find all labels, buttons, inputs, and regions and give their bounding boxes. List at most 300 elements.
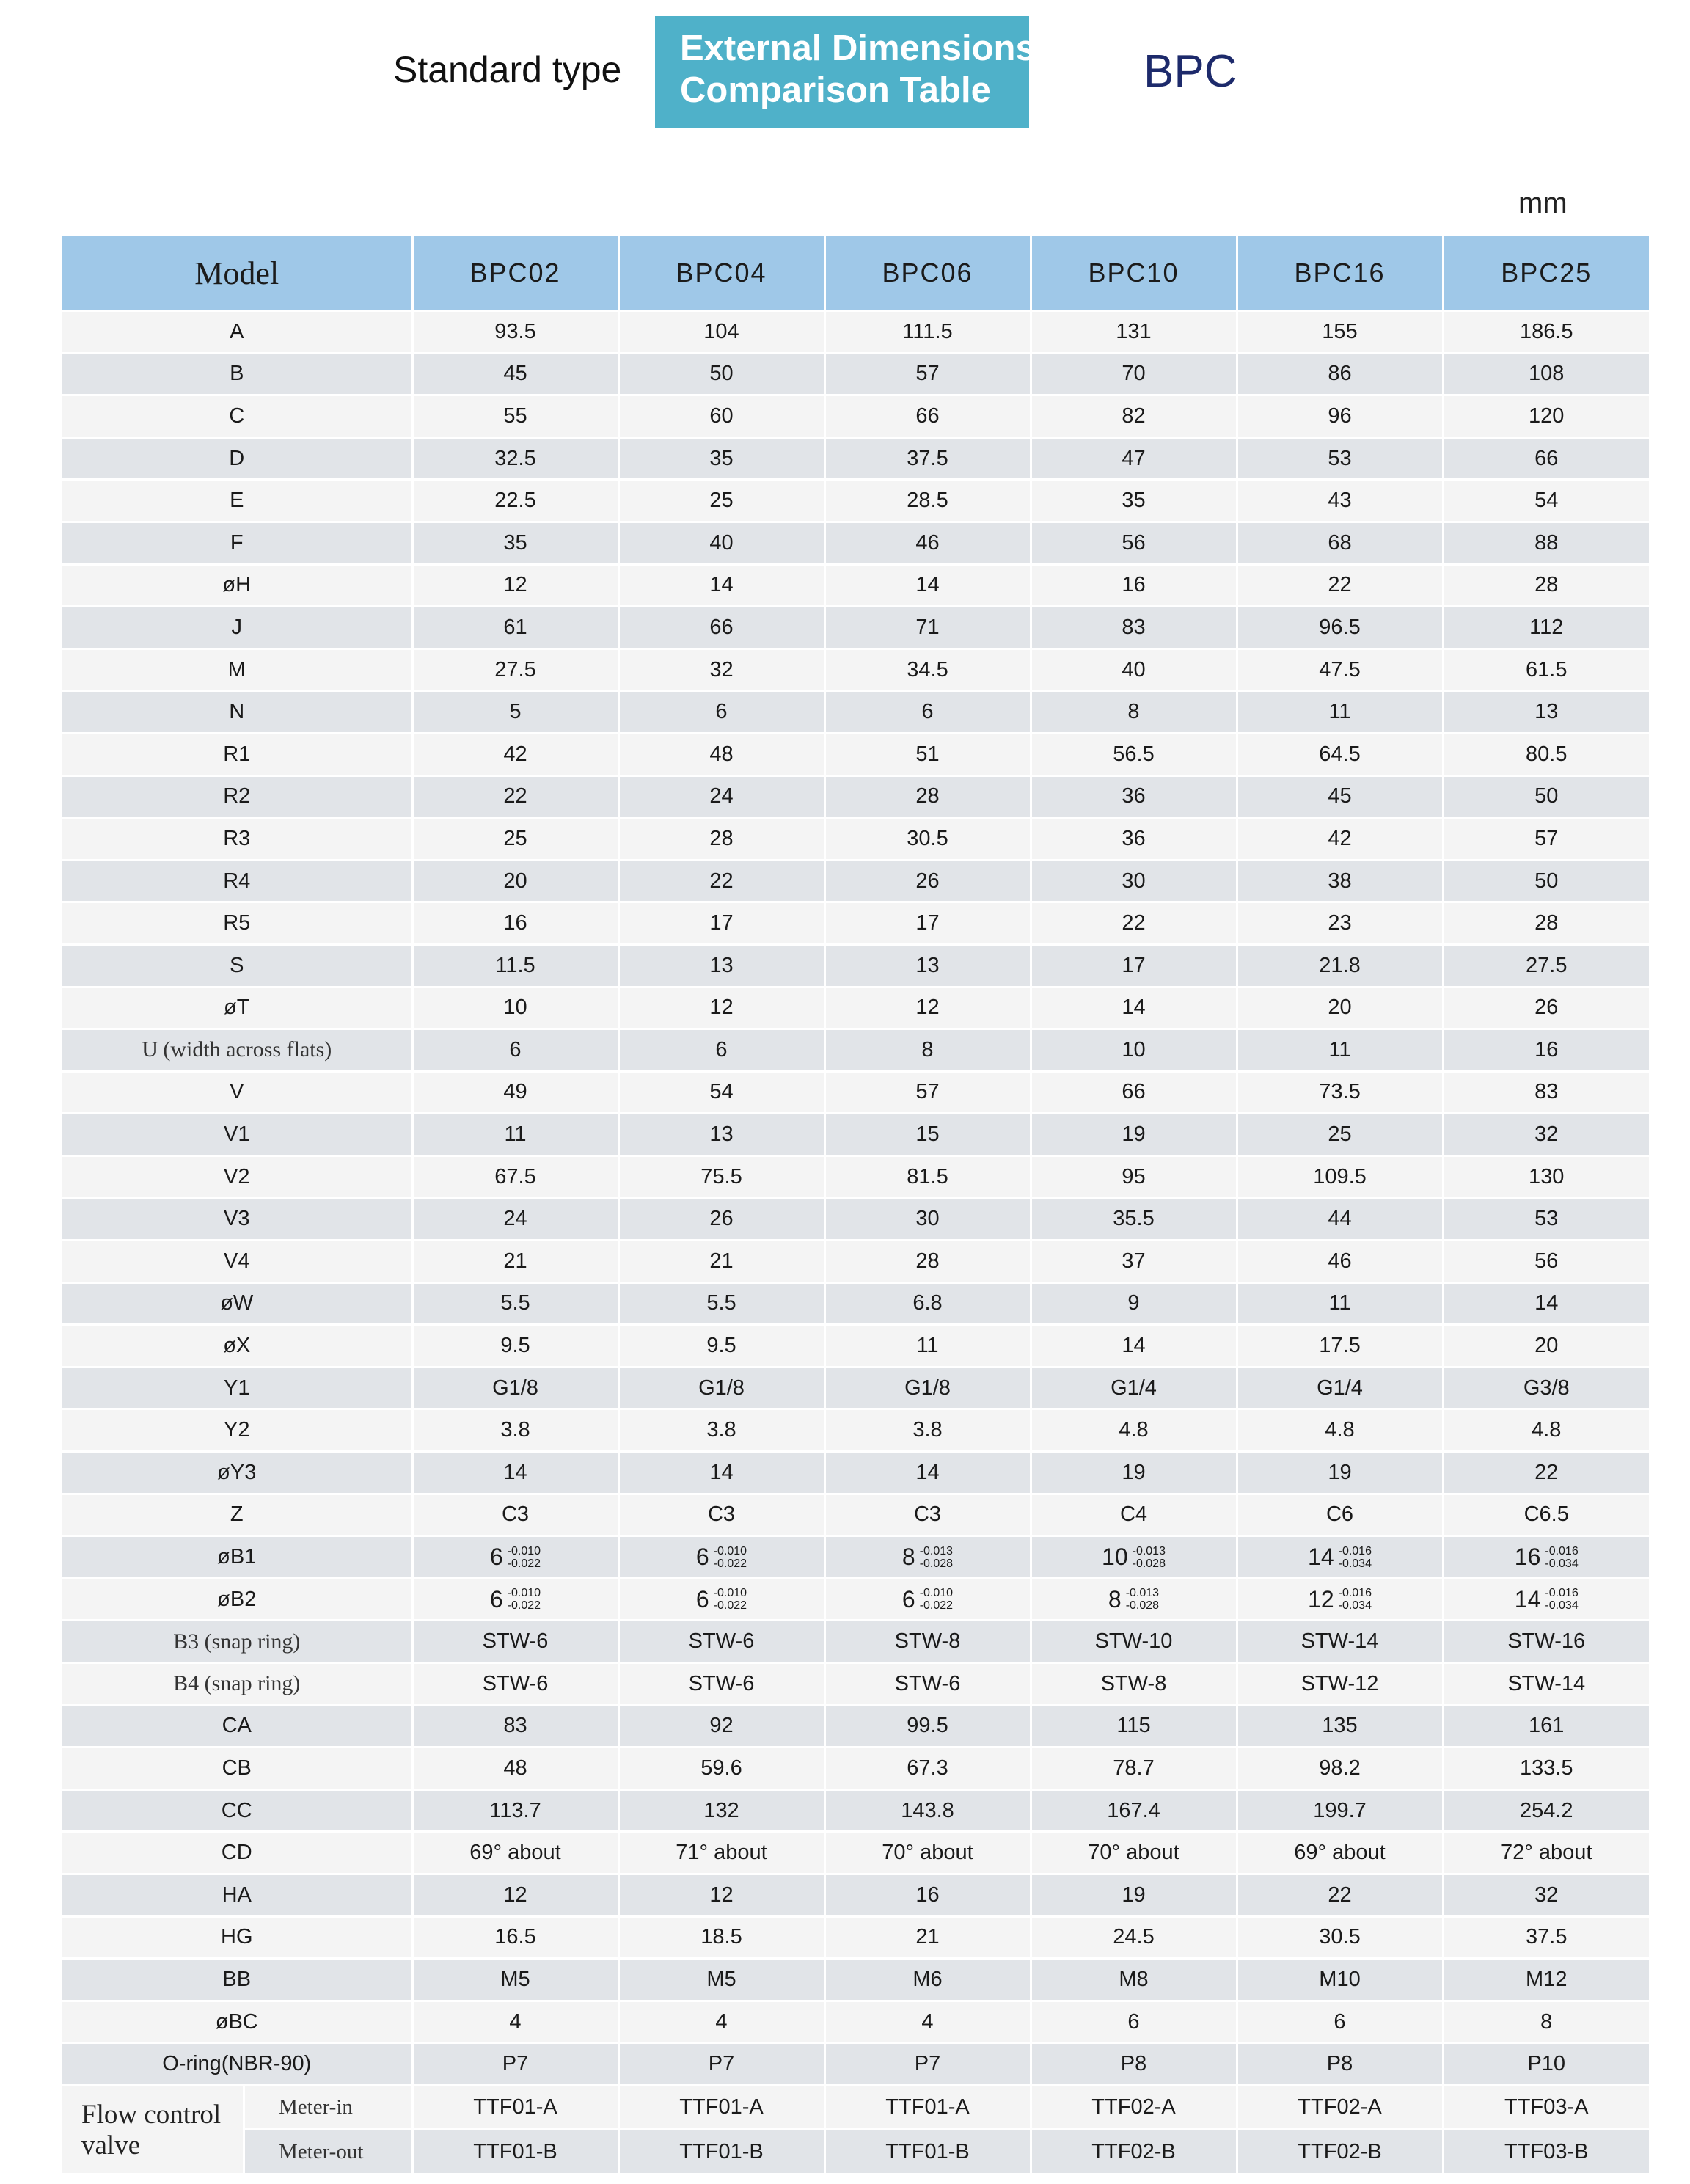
table-cell: M8 [1031,1959,1237,2001]
table-cell: 20 [1443,1325,1649,1367]
row-label: R1 [62,733,412,775]
table-cell: 20 [1237,987,1443,1029]
table-cell: 14 [1443,1282,1649,1325]
table-cell: G3/8 [1443,1367,1649,1409]
row-label: BB [62,1959,412,2001]
table-cell: 111.5 [824,311,1031,354]
table-cell: 115 [1031,1705,1237,1747]
table-cell: 22 [412,775,618,818]
table-cell: 14 [824,1452,1031,1494]
table-row [62,1071,1649,1114]
table-cell: STW-8 [1031,1663,1237,1706]
tolerance-cell [824,1578,1031,1621]
row-label: U (width across flats) [62,1029,412,1072]
upper-tolerance: -0.016 [1338,1544,1372,1557]
lower-tolerance: -0.034 [1545,1557,1579,1570]
upper-tolerance: -0.016 [1545,1544,1579,1557]
table-cell: 26 [618,1198,824,1241]
table-cell: 112 [1443,607,1649,649]
table-cell: 23 [1237,902,1443,945]
row-label: V1 [62,1114,412,1156]
row-label: CD [62,1832,412,1874]
lower-tolerance: -0.022 [507,1557,541,1570]
lower-tolerance: -0.028 [1125,1599,1160,1613]
table-row [62,564,1649,607]
lower-tolerance: -0.028 [919,1557,954,1570]
upper-tolerance: -0.010 [713,1544,747,1557]
table-cell: 35 [618,437,824,480]
upper-tolerance: -0.010 [507,1544,541,1557]
row-label: E [62,480,412,522]
table-cell: 4.8 [1443,1409,1649,1452]
table-cell: 131 [1031,311,1237,354]
table-cell: 66 [1031,1071,1237,1114]
table-cell: 20 [412,860,618,902]
table-cell: 21 [824,1916,1031,1959]
tolerance-cell [618,1536,824,1579]
table-cell: 5.5 [412,1282,618,1325]
row-label: D [62,437,412,480]
row-label: R4 [62,860,412,902]
table-cell: STW-6 [412,1663,618,1706]
table-cell: 93.5 [412,311,618,354]
table-cell: G1/4 [1031,1367,1237,1409]
nominal-value: 12 [1308,1585,1334,1613]
table-cell: 44 [1237,1198,1443,1241]
table-row [62,395,1649,438]
table-cell: 56.5 [1031,733,1237,775]
table-cell: 132 [618,1789,824,1832]
table-cell: 143.8 [824,1789,1031,1832]
table-cell: TTF02-A [1237,2085,1443,2130]
table-cell: 73.5 [1237,1071,1443,1114]
table-row [62,1114,1649,1156]
row-label: Y1 [62,1367,412,1409]
table-row [62,1409,1649,1452]
nominal-value: 14 [1514,1585,1541,1613]
table-header-row [62,236,1649,311]
table-cell: P7 [618,2043,824,2086]
table-cell: 78.7 [1031,1747,1237,1790]
table-cell: 54 [618,1071,824,1114]
table-cell: 199.7 [1237,1789,1443,1832]
table-row [62,691,1649,734]
table-cell: TTF02-A [1031,2085,1237,2130]
table-cell: 21.8 [1237,944,1443,987]
table-cell: 8 [1031,691,1237,734]
table-row [62,902,1649,945]
table-row [62,1874,1649,1916]
table-row [62,987,1649,1029]
table-cell: TTF02-B [1237,2130,1443,2173]
table-cell: 17 [1031,944,1237,987]
upper-tolerance: -0.013 [919,1544,954,1557]
table-cell: 11 [824,1325,1031,1367]
row-label: V3 [62,1198,412,1241]
lower-tolerance: -0.022 [713,1557,747,1570]
upper-tolerance: -0.013 [1125,1587,1160,1600]
title-line-2: Comparison Table [680,70,991,110]
model-column-header: BPC04 [618,236,824,311]
table-cell: TTF01-B [412,2130,618,2173]
nominal-value: 14 [1308,1544,1334,1571]
table-row [62,1832,1649,1874]
table-cell: 3.8 [412,1409,618,1452]
table-cell: 6 [618,691,824,734]
table-cell: M5 [412,1959,618,2001]
lower-tolerance: -0.022 [507,1599,541,1613]
tolerance-values [1126,1587,1159,1612]
row-label: øY3 [62,1452,412,1494]
tolerance-values [1133,1545,1166,1570]
row-label: B3 (snap ring) [62,1621,412,1663]
table-row [62,1959,1649,2001]
nominal-value: 6 [695,1544,709,1571]
table-cell: 12 [618,987,824,1029]
table-cell: 99.5 [824,1705,1031,1747]
table-cell: 69° about [412,1832,618,1874]
table-cell: 15 [824,1114,1031,1156]
table-cell: 70 [1031,353,1237,395]
table-cell: 18.5 [618,1916,824,1959]
nominal-value: 10 [1102,1544,1128,1571]
table-cell: 161 [1443,1705,1649,1747]
upper-tolerance: -0.010 [713,1587,747,1600]
table-row [62,1494,1649,1536]
row-label: øT [62,987,412,1029]
meter-out-label: Meter-out [243,2128,411,2173]
table-cell: 8 [824,1029,1031,1072]
flow-label-cell [62,2085,412,2173]
model-column-header: BPC25 [1443,236,1649,311]
row-label: R3 [62,818,412,861]
table-cell: 19 [1031,1452,1237,1494]
table-cell: 19 [1031,1114,1237,1156]
table-cell: STW-8 [824,1621,1031,1663]
tolerance-cell [1443,1536,1649,1579]
tolerance-values [714,1587,747,1612]
table-cell: 9.5 [618,1325,824,1367]
table-row [62,353,1649,395]
table-cell: 6 [618,1029,824,1072]
table-cell: 6 [1237,2001,1443,2043]
row-label: CC [62,1789,412,1832]
table-cell: 6 [824,691,1031,734]
table-row [62,860,1649,902]
row-label: V2 [62,1155,412,1198]
table-cell: 25 [1237,1114,1443,1156]
table-cell: 32 [1443,1114,1649,1156]
table-cell: 16 [412,902,618,945]
table-cell: 32.5 [412,437,618,480]
table-cell: 17.5 [1237,1325,1443,1367]
table-row [62,733,1649,775]
table-row [62,1029,1649,1072]
tolerance-cell [1237,1536,1443,1579]
tolerance-cell [618,1578,824,1621]
table-cell: 14 [618,1452,824,1494]
table-cell: 71 [824,607,1031,649]
table-cell: 96 [1237,395,1443,438]
lower-tolerance: -0.022 [919,1599,954,1613]
table-cell: 4.8 [1237,1409,1443,1452]
table-cell: 108 [1443,353,1649,395]
table-cell: 12 [412,564,618,607]
table-cell: 155 [1237,311,1443,354]
row-label: R5 [62,902,412,945]
row-label: øX [62,1325,412,1367]
table-cell: 6.8 [824,1282,1031,1325]
model-column-header: BPC16 [1237,236,1443,311]
table-row [62,1452,1649,1494]
row-label: A [62,311,412,354]
table-cell: TTF03-B [1443,2130,1649,2173]
tolerance-cell [412,1578,618,1621]
table-cell: C6 [1237,1494,1443,1536]
table-cell: 22 [1031,902,1237,945]
table-row [62,649,1649,691]
table-cell: 53 [1237,437,1443,480]
table-cell: 32 [1443,1874,1649,1916]
table-cell: 42 [1237,818,1443,861]
table-cell: 12 [412,1874,618,1916]
row-label: B4 (snap ring) [62,1663,412,1706]
table-cell: 66 [824,395,1031,438]
table-cell: STW-6 [412,1621,618,1663]
meter-in-label: Meter-in [243,2086,411,2129]
table-cell: 80.5 [1443,733,1649,775]
table-cell: 16 [824,1874,1031,1916]
table-row [62,1282,1649,1325]
table-cell: 27.5 [1443,944,1649,987]
table-cell: 69° about [1237,1832,1443,1874]
table-cell: STW-12 [1237,1663,1443,1706]
table-cell: 37.5 [824,437,1031,480]
table-cell: 68 [1237,522,1443,564]
table-cell: 26 [824,860,1031,902]
table-row [62,1789,1649,1832]
table-cell: 36 [1031,775,1237,818]
table-cell: STW-14 [1443,1663,1649,1706]
table-cell: 3.8 [618,1409,824,1452]
table-cell: 86 [1237,353,1443,395]
table-cell: 38 [1237,860,1443,902]
table-cell: 95 [1031,1155,1237,1198]
table-row [62,1241,1649,1283]
table-cell: 14 [824,564,1031,607]
table-cell: 9 [1031,1282,1237,1325]
table-cell: 37 [1031,1241,1237,1283]
table-cell: 14 [618,564,824,607]
table-cell: TTF01-A [618,2085,824,2130]
table-cell: 35.5 [1031,1198,1237,1241]
table-row [62,522,1649,564]
title-badge [655,16,1036,128]
table-cell: 67.5 [412,1155,618,1198]
table-cell: 27.5 [412,649,618,691]
table-cell: 48 [412,1747,618,1790]
table-cell: 109.5 [1237,1155,1443,1198]
table-row [62,437,1649,480]
table-cell: 70° about [824,1832,1031,1874]
table-cell: 28 [1443,902,1649,945]
lower-tolerance: -0.028 [1132,1557,1166,1570]
table-cell: G1/4 [1237,1367,1443,1409]
table-cell: C3 [412,1494,618,1536]
table-row [62,1367,1649,1409]
table-cell: 42 [412,733,618,775]
table-cell: 8 [1443,2001,1649,2043]
table-cell: 81.5 [824,1155,1031,1198]
table-cell: 6 [1031,2001,1237,2043]
table-row [62,775,1649,818]
table-row [62,2001,1649,2043]
table-cell: 88 [1443,522,1649,564]
table-cell: STW-14 [1237,1621,1443,1663]
model-header: Model [62,236,412,311]
table-row [62,1578,1649,1621]
table-body [62,311,1649,2173]
table-cell: 30.5 [1237,1916,1443,1959]
row-label: øW [62,1282,412,1325]
table-cell: TTF01-B [824,2130,1031,2173]
row-label: R2 [62,775,412,818]
title-line-1: External Dimensions [680,29,1036,68]
table-cell: 26 [1443,987,1649,1029]
table-row [62,1536,1649,1579]
flow-control-label: Flow control valve [81,2099,222,2161]
table-cell: 34.5 [824,649,1031,691]
table-cell: 9.5 [412,1325,618,1367]
tolerance-cell [412,1536,618,1579]
tolerance-cell [1443,1578,1649,1621]
table-cell: 83 [1031,607,1237,649]
dimensions-table [62,236,1649,2173]
row-label: N [62,691,412,734]
table-cell: 28 [618,818,824,861]
table-cell: 10 [1031,1029,1237,1072]
lower-tolerance: -0.022 [713,1599,747,1613]
tolerance-values [1545,1587,1578,1612]
tolerance-cell [1031,1578,1237,1621]
table-cell: 45 [1237,775,1443,818]
page-header [0,0,1690,219]
table-row [62,607,1649,649]
table-cell: TTF01-A [824,2085,1031,2130]
table-cell: 17 [824,902,1031,945]
table-cell: 40 [1031,649,1237,691]
table-cell: 72° about [1443,1832,1649,1874]
table-cell: 14 [1031,1325,1237,1367]
table-cell: 16 [1443,1029,1649,1072]
nominal-value: 6 [695,1585,709,1613]
upper-tolerance: -0.016 [1338,1587,1372,1600]
table-cell: 11 [1237,691,1443,734]
tolerance-cell [1237,1578,1443,1621]
table-cell: 11 [412,1114,618,1156]
row-label: F [62,522,412,564]
table-row [62,1325,1649,1367]
table-cell: 167.4 [1031,1789,1237,1832]
table-cell: 92 [618,1705,824,1747]
table-cell: 51 [824,733,1031,775]
table-cell: 13 [618,944,824,987]
table-cell: STW-6 [618,1663,824,1706]
table-cell: 50 [618,353,824,395]
table-cell: 19 [1031,1874,1237,1916]
upper-tolerance: -0.013 [1132,1544,1166,1557]
table-row [62,944,1649,987]
table-row [62,1705,1649,1747]
table-cell: 82 [1031,395,1237,438]
table-cell: 13 [824,944,1031,987]
table-cell: 133.5 [1443,1747,1649,1790]
table-cell: 11 [1237,1282,1443,1325]
table-cell: 28.5 [824,480,1031,522]
lower-tolerance: -0.034 [1338,1557,1372,1570]
table-cell: 61 [412,607,618,649]
table-cell: 57 [824,1071,1031,1114]
table-cell: 4.8 [1031,1409,1237,1452]
table-cell: 57 [1443,818,1649,861]
table-cell: TTF03-A [1443,2085,1649,2130]
nominal-value: 16 [1514,1544,1541,1571]
model-column-header: BPC10 [1031,236,1237,311]
table-cell: 48 [618,733,824,775]
row-label: CA [62,1705,412,1747]
nominal-value: 6 [489,1585,503,1613]
table-cell: M10 [1237,1959,1443,2001]
table-cell: 43 [1237,480,1443,522]
table-cell: 46 [1237,1241,1443,1283]
table-cell: 22 [1443,1452,1649,1494]
model-column-header: BPC06 [824,236,1031,311]
table-cell: 19 [1237,1452,1443,1494]
row-label: Y2 [62,1409,412,1452]
table-cell: 47 [1031,437,1237,480]
table-cell: 17 [618,902,824,945]
table-row [62,1747,1649,1790]
table-cell: 254.2 [1443,1789,1649,1832]
row-label: øB1 [62,1536,412,1579]
table-cell: 4 [618,2001,824,2043]
table-cell: TTF01-A [412,2085,618,2130]
table-cell: 113.7 [412,1789,618,1832]
table-cell: 5 [412,691,618,734]
table-cell: 83 [1443,1071,1649,1114]
table-cell: 22 [618,860,824,902]
tolerance-values [920,1545,953,1570]
table-cell: P8 [1031,2043,1237,2086]
tolerance-values [508,1587,541,1612]
table-cell: M6 [824,1959,1031,2001]
row-label: J [62,607,412,649]
table-cell: 130 [1443,1155,1649,1198]
table-cell: 56 [1443,1241,1649,1283]
table-cell: P10 [1443,2043,1649,2086]
table-cell: 54 [1443,480,1649,522]
table-row [62,1155,1649,1198]
table-cell: 37.5 [1443,1916,1649,1959]
row-label: HG [62,1916,412,1959]
table-cell: 28 [824,1241,1031,1283]
table-cell: 10 [412,987,618,1029]
series-name: BPC [1144,46,1237,97]
table-cell: P8 [1237,2043,1443,2086]
table-cell: TTF01-B [618,2130,824,2173]
table-cell: 75.5 [618,1155,824,1198]
lower-tolerance: -0.034 [1338,1599,1372,1613]
